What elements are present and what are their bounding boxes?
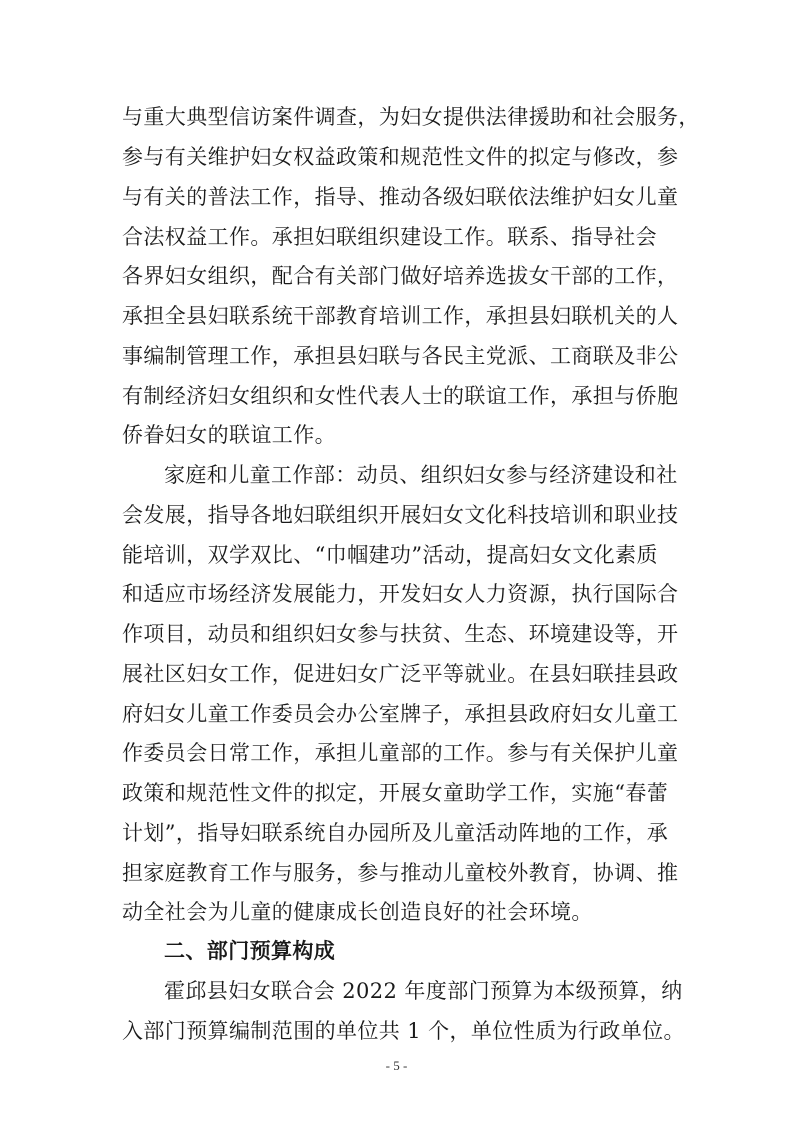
text-line: 侨眷妇女的联谊工作。 xyxy=(122,423,336,447)
text-line: 承担全县妇联系统干部教育培训工作，承担县妇联机关的人 xyxy=(122,304,679,328)
paragraph-start-line: 家庭和儿童工作部：动员、组织妇女参与经济建设和社 xyxy=(164,463,678,487)
text-line: 能培训，双学双比、“巾帼建功”活动，提高妇女文化素质 xyxy=(122,543,658,567)
text-line: 各界妇女组织，配合有关部门做好培养选拔女干部的工作， xyxy=(122,264,679,288)
text-line: 展社区妇女工作，促进妇女广泛平等就业。在县妇联挂县政 xyxy=(122,662,679,686)
text-line: 作项目，动员和组织妇女参与扶贫、生态、环境建设等，开 xyxy=(122,622,679,646)
text-line: 与重大典型信访案件调查，为妇女提供法律援助和社会服务， xyxy=(122,105,700,129)
text-line: 合法权益工作。承担妇联组织建设工作。联系、指导社会 xyxy=(122,225,657,249)
text-line: 作委员会日常工作，承担儿童部的工作。参与有关保护儿童 xyxy=(122,741,679,765)
text-line: 担家庭教育工作与服务，参与推动儿童校外教育，协调、推 xyxy=(122,861,679,885)
text-line: 和适应市场经济发展能力，开发妇女人力资源，执行国际合 xyxy=(122,582,679,606)
text-line: 会发展，指导各地妇联组织开展妇女文化科技培训和职业技 xyxy=(122,503,679,527)
paragraph-start-line: 霍邱县妇女联合会 2022 年度部门预算为本级预算，纳 xyxy=(164,979,683,1003)
text-line: 参与有关维护妇女权益政策和规范性文件的拟定与修改，参 xyxy=(122,145,679,169)
text-line: 与有关的普法工作，指导、推动各级妇联依法维护妇女儿童 xyxy=(122,185,679,209)
text-line: 计划”，指导妇联系统自办园所及儿童活动阵地的工作，承 xyxy=(122,821,669,845)
text-line: 有制经济妇女组织和女性代表人士的联谊工作，承担与侨胞 xyxy=(122,384,679,408)
text-line: 入部门预算编制范围的单位共 1 个，单位性质为行政单位。 xyxy=(122,1019,685,1043)
text-line: 事编制管理工作，承担县妇联与各民主党派、工商联及非公 xyxy=(122,344,679,368)
text-line: 政策和规范性文件的拟定，开展女童助学工作，实施“春蕾 xyxy=(122,781,669,805)
page-number: - 5 - xyxy=(385,1058,408,1073)
text-line: 动全社会为儿童的健康成长创造良好的社会环境。 xyxy=(122,900,593,924)
section-heading: 二、部门预算构成 xyxy=(164,939,336,963)
text-line: 府妇女儿童工作委员会办公室牌子，承担县政府妇女儿童工 xyxy=(122,702,679,726)
